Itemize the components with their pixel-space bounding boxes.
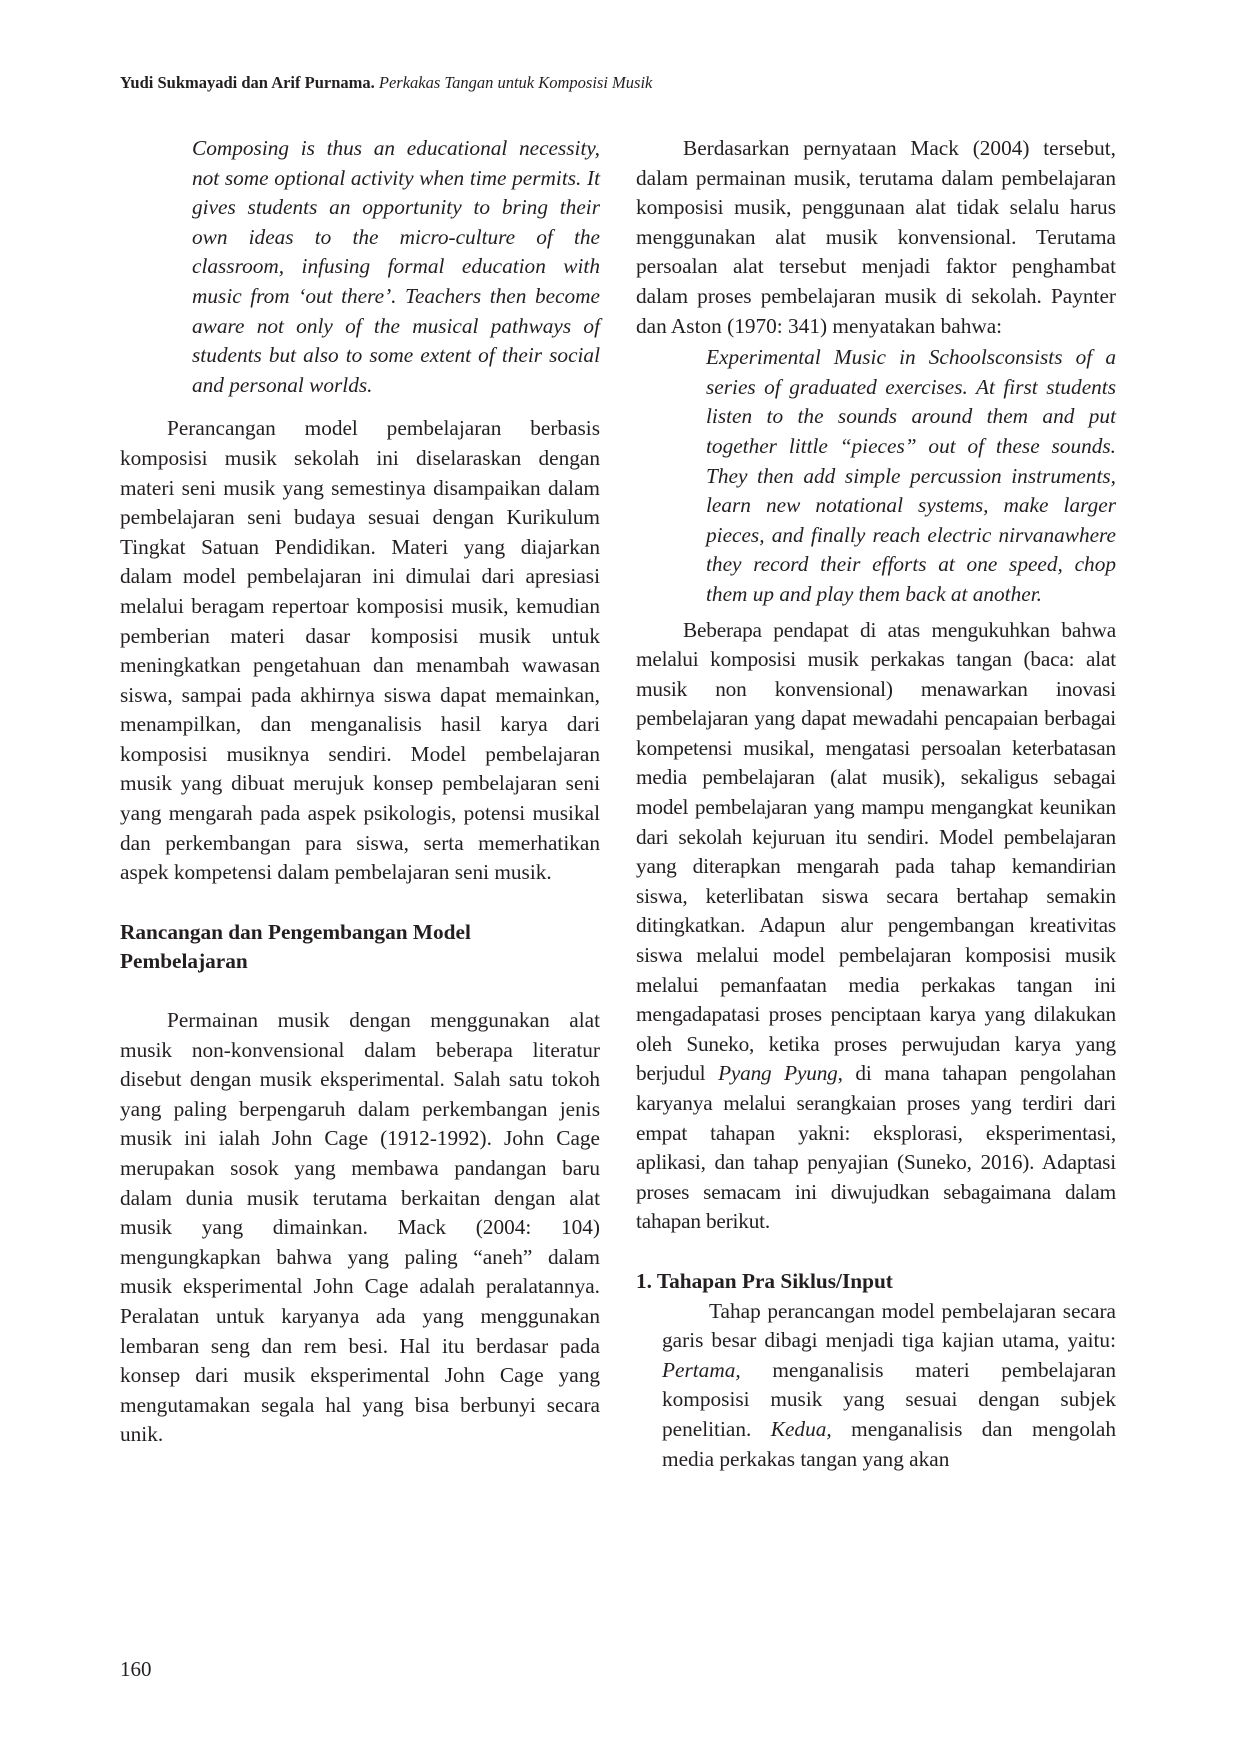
tahapan-pra-siklus-body — [662, 1297, 1116, 1475]
emphasis-kedua: Kedua, — [770, 1416, 832, 1441]
right-column — [636, 134, 1116, 1474]
section-heading-line-2: Pembelajaran — [120, 949, 248, 974]
paragraph-permainan-musik: Permainan musik dengan menggunakan alat musik non-konvensional dalam beberapa literatur disebut dengan musik eksperimental. Salah satu tokoh yang paling berpengaruh dalam perkembangan jenis musik ini ialah John Cage (1912-1992). John Cage merupakan sosok yang membawa pandangan baru dalam dunia musik terutama berkaitan dengan alat musik yang dimainkan. Mack (2004: 104) mengungkapkan bahwa yang paling “aneh” dalam musik eksperimental John Cage adalah peralatannya. Peralatan untuk karyanya ada yang menggunakan lembaran seng dan rem besi. Hal itu berdasar pada konsep dari musik eksperimental John Cage yang mengutamakan segala hal yang bisa berbunyi secara unik. — [120, 1008, 600, 1447]
emphasis-pertama: Pertama, — [662, 1357, 741, 1382]
page-number: 160 — [120, 1657, 152, 1681]
block-quote-composing: Composing is thus an educational necessity, not some optional activity when time permits. It gives students an opportunity to bring their own ideas to the micro-culture of the classroom, infusing formal education with music from ‘out there’. Teachers then become aware not only of the musical pathways of students but also to some extent of their social and personal worlds. — [192, 136, 600, 397]
paragraph-beberapa-pendapat-end: , di mana tahapan pengolahan karyanya melalui serangkaian proses yang terdiri dari empat tahapan yakni: eksplorasi, eksperimentasi, aplikasi, dan tahap penyajian (Suneko, 2016). Adaptasi proses semacam ini diwujudkan sebagaimana dalam tahapan berikut. — [636, 1061, 1116, 1234]
section-heading-rancangan — [120, 918, 600, 977]
section-heading-line-1: Rancangan dan Pengembangan Model — [120, 919, 471, 944]
paragraph-perancangan: Perancangan model pembelajaran berbasis komposisi musik sekolah ini diselaraskan dengan materi seni musik yang semestinya disampaikan dalam pembelajaran seni budaya sesuai dengan Kurikulum Tingkat Satuan Pendidikan. Materi yang diajarkan dalam model pembelajaran ini dimulai dari apresiasi melalui beragam repertoar komposisi musik, kemudian pemberian materi dasar komposisi musik untuk meningkatkan pengetahuan dan menambah wawasan siswa, sampai pada akhirnya siswa dapat memainkan, menampilkan, dan menganalisis hasil karya dari komposisi musiknya sendiri. Model pembelajaran musik yang dibuat merujuk konsep pembelajaran seni yang mengarah pada aspek psikologis, potensi musikal dan perkembangan para siswa, serta memerhatikan aspek kompetensi dalam pembelajaran seni musik. — [120, 416, 600, 885]
paragraph-berdasarkan: Berdasarkan pernyataan Mack (2004) tersebut, dalam permainan musik, terutama dalam pembelajaran komposisi musik, penggunaan alat tidak selalu harus menggunakan alat musik konvensional. Terutama persoalan alat tersebut menjadi faktor penghambat dalam proses pembelajaran musik di sekolah. Paynter dan Aston (1970: 341) menyatakan bahwa: — [636, 136, 1116, 338]
paragraph-tahap-perancangan — [662, 1297, 1116, 1475]
section-heading-tahapan-pra-siklus: 1. Tahapan Pra Siklus/Input — [636, 1268, 893, 1293]
paragraph-beberapa-pendapat-text: Beberapa pendapat di atas mengukuhkan bahwa melalui komposisi musik perkakas tangan (baca: alat musik non konvensional) menawarkan inovasi pembelajaran yang dapat mewadahi pencapaian berbagai kompetensi musikal, mengatasi persoalan keterbatasan media pembelajaran (alat musik), sekaligus sebagai model pembelajaran yang mampu mengangkat keunikan dari sekolah kejuruan itu sendiri. Model pembelajaran yang diterapkan mengarah pada tahap kemandirian siswa, keterlibatan siswa secara bertahap semakin ditingkatkan. Adapun alur pengembangan kreativitas siswa melalui model pembelajaran komposisi musik melalui pemanfaatan media perkakas tangan ini mengadapatasi proses penciptaan karya yang dilakukan oleh Suneko, ketika proses perwujudan karya yang berjudul — [636, 617, 1116, 1086]
work-title-pyang-pyung: Pyang Pyung — [718, 1061, 838, 1086]
running-header — [120, 72, 652, 94]
paragraph-tahap-perancangan-end: menganalisis dan mengolah media perkakas tangan yang akan — [662, 1416, 1117, 1471]
left-column — [120, 134, 600, 1450]
header-title: Perkakas Tangan untuk Komposisi Musik — [378, 73, 653, 92]
block-quote-experimental-music: Experimental Music in Schoolsconsists of a series of graduated exercises. At first students listen to the sounds around them and put together little “pieces” out of these sounds. They then add simple percussion instruments, learn new notational systems, make larger pieces, and finally reach electric nirvanawhere they record their efforts at one speed, chop them up and play them back at another. — [706, 345, 1116, 606]
header-authors: Yudi Sukmayadi dan Arif Purnama. — [120, 73, 375, 92]
paragraph-beberapa-pendapat — [636, 616, 1116, 1237]
paragraph-tahap-perancangan-text: Tahap perancangan model pembelajaran secara garis besar dibagi menjadi tiga kajian utama, yaitu: — [662, 1298, 1116, 1353]
paragraph-tahap-perancangan-mid: menganalisis materi pembelajaran komposisi musik yang sesuai dengan subjek penelitian. — [662, 1357, 1116, 1441]
